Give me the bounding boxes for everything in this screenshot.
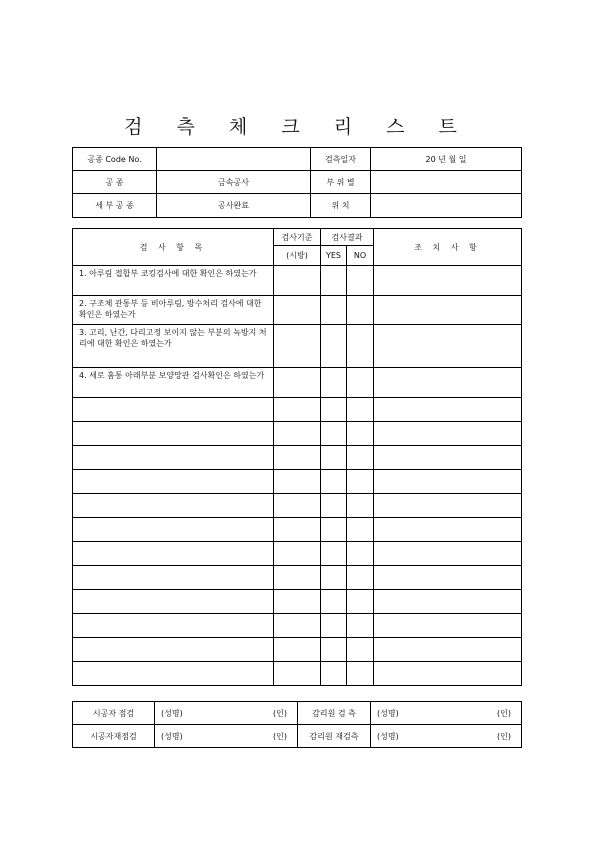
date-field[interactable]: 20 년 월 일 — [371, 148, 522, 171]
location-field[interactable] — [371, 194, 522, 218]
check-item-text — [73, 566, 274, 590]
checklist-table — [72, 228, 522, 686]
sig-name-label: (성명) — [377, 731, 399, 741]
action-cell[interactable] — [374, 325, 522, 368]
detail-field[interactable]: 공사완료 — [157, 194, 311, 218]
table-row — [73, 662, 522, 686]
code-label: 공종 Code No. — [73, 148, 157, 171]
action-cell[interactable] — [374, 590, 522, 614]
yes-cell[interactable] — [321, 566, 347, 590]
sig-row2-right-field[interactable] — [371, 725, 522, 748]
seal-label: (인) — [497, 708, 511, 718]
page-title: 검 측 체 크 리 스 트 — [124, 116, 471, 138]
no-cell[interactable] — [347, 638, 374, 662]
no-cell[interactable] — [347, 470, 374, 494]
seal-label: (인) — [497, 731, 511, 741]
standard-cell[interactable] — [274, 266, 321, 296]
standard-cell[interactable] — [274, 614, 321, 638]
no-cell[interactable] — [347, 422, 374, 446]
yes-cell[interactable] — [321, 446, 347, 470]
header-table — [72, 147, 522, 218]
action-cell[interactable] — [374, 296, 522, 325]
action-cell[interactable] — [374, 266, 522, 296]
check-item-text — [73, 446, 274, 470]
table-row — [73, 542, 522, 566]
no-cell[interactable] — [347, 494, 374, 518]
sig-row1-left-field[interactable] — [155, 702, 298, 725]
no-cell[interactable] — [347, 368, 374, 398]
action-cell[interactable] — [374, 470, 522, 494]
col-standard-header: 검사기준 — [274, 229, 321, 246]
standard-cell[interactable] — [274, 296, 321, 325]
standard-cell[interactable] — [274, 590, 321, 614]
location-label: 위 치 — [311, 194, 371, 218]
col-result-header: 검사결과 — [321, 229, 374, 246]
yes-cell[interactable] — [321, 518, 347, 542]
no-cell[interactable] — [347, 446, 374, 470]
check-item-text: 1. 아루림 접합부 코킹검사에 대한 확인은 하였는가 — [73, 266, 274, 296]
part-field[interactable] — [371, 171, 522, 194]
standard-cell[interactable] — [274, 518, 321, 542]
no-cell[interactable] — [347, 566, 374, 590]
sig-row2-right-label: 감리원 재검측 — [298, 725, 371, 748]
table-row — [73, 368, 522, 398]
standard-cell[interactable] — [274, 566, 321, 590]
check-item-text: 4. 세로 홈통 아래부분 보양망관 검사확인은 하였는가 — [73, 368, 274, 398]
yes-cell[interactable] — [321, 590, 347, 614]
action-cell[interactable] — [374, 614, 522, 638]
yes-cell[interactable] — [321, 470, 347, 494]
check-item-text — [73, 542, 274, 566]
no-cell[interactable] — [347, 590, 374, 614]
sig-row2-left-field[interactable] — [155, 725, 298, 748]
action-cell[interactable] — [374, 446, 522, 470]
standard-cell[interactable] — [274, 494, 321, 518]
check-item-text — [73, 590, 274, 614]
table-row — [73, 614, 522, 638]
yes-cell[interactable] — [321, 296, 347, 325]
yes-cell[interactable] — [321, 638, 347, 662]
sig-row2-left-label: 시공자재점검 — [73, 725, 155, 748]
detail-label: 세 부 공 종 — [73, 194, 157, 218]
sig-row1-left-label: 시공자 점검 — [73, 702, 155, 725]
col-yes-header: YES — [321, 246, 347, 266]
table-row — [73, 266, 522, 296]
date-label: 검측일자 — [311, 148, 371, 171]
table-row — [73, 470, 522, 494]
no-cell[interactable] — [347, 614, 374, 638]
action-cell[interactable] — [374, 662, 522, 686]
table-row — [73, 566, 522, 590]
no-cell[interactable] — [347, 518, 374, 542]
table-row — [73, 422, 522, 446]
seal-label: (인) — [273, 708, 287, 718]
yes-cell[interactable] — [321, 542, 347, 566]
table-row — [73, 494, 522, 518]
trade-label: 공 종 — [73, 171, 157, 194]
col-no-header: NO — [347, 246, 374, 266]
col-action-header: 조 치 사 항 — [374, 229, 522, 266]
action-cell[interactable] — [374, 638, 522, 662]
sig-name-label: (성명) — [161, 708, 183, 718]
no-cell[interactable] — [347, 325, 374, 368]
table-row — [73, 638, 522, 662]
standard-cell[interactable] — [274, 368, 321, 398]
check-item-text — [73, 398, 274, 422]
check-item-text — [73, 614, 274, 638]
action-cell[interactable] — [374, 494, 522, 518]
table-row — [73, 446, 522, 470]
no-cell[interactable] — [347, 266, 374, 296]
yes-cell[interactable] — [321, 614, 347, 638]
sig-row1-right-field[interactable] — [371, 702, 522, 725]
yes-cell[interactable] — [321, 398, 347, 422]
table-row — [73, 518, 522, 542]
check-item-text: 2. 구조체 관통부 등 비아루림, 방수처리 검사에 대한 확인은 하였는가 — [73, 296, 274, 325]
yes-cell[interactable] — [321, 494, 347, 518]
no-cell[interactable] — [347, 296, 374, 325]
no-cell[interactable] — [347, 542, 374, 566]
action-cell[interactable] — [374, 518, 522, 542]
standard-cell[interactable] — [274, 422, 321, 446]
action-cell[interactable] — [374, 566, 522, 590]
code-field[interactable] — [157, 148, 311, 171]
trade-field[interactable]: 금속공사 — [157, 171, 311, 194]
table-row — [73, 325, 522, 368]
col-item-header: 검 사 항 목 — [73, 229, 274, 266]
check-item-text — [73, 470, 274, 494]
action-cell[interactable] — [374, 368, 522, 398]
action-cell[interactable] — [374, 542, 522, 566]
col-standard-sub: (시방) — [274, 246, 321, 266]
no-cell[interactable] — [347, 398, 374, 422]
standard-cell[interactable] — [274, 470, 321, 494]
check-item-text — [73, 422, 274, 446]
signature-table — [72, 701, 522, 748]
standard-cell[interactable] — [274, 662, 321, 686]
table-row — [73, 590, 522, 614]
standard-cell[interactable] — [274, 542, 321, 566]
yes-cell[interactable] — [321, 325, 347, 368]
sig-row1-right-label: 감리원 검 측 — [298, 702, 371, 725]
check-item-text — [73, 518, 274, 542]
yes-cell[interactable] — [321, 422, 347, 446]
sig-name-label: (성명) — [377, 708, 399, 718]
check-item-text — [73, 494, 274, 518]
no-cell[interactable] — [347, 662, 374, 686]
yes-cell[interactable] — [321, 662, 347, 686]
part-label: 부 위 별 — [311, 171, 371, 194]
check-item-text — [73, 662, 274, 686]
standard-cell[interactable] — [274, 398, 321, 422]
yes-cell[interactable] — [321, 266, 347, 296]
table-row — [73, 398, 522, 422]
check-item-text — [73, 638, 274, 662]
standard-cell[interactable] — [274, 638, 321, 662]
action-cell[interactable] — [374, 422, 522, 446]
yes-cell[interactable] — [321, 368, 347, 398]
table-row — [73, 296, 522, 325]
standard-cell[interactable] — [274, 446, 321, 470]
sig-name-label: (성명) — [161, 731, 183, 741]
standard-cell[interactable] — [274, 325, 321, 368]
action-cell[interactable] — [374, 398, 522, 422]
seal-label: (인) — [273, 731, 287, 741]
check-item-text: 3. 고리, 난간, 다리고정 보이지 않는 부분의 녹방지 처리에 대한 확인은 하였는가 — [73, 325, 274, 368]
